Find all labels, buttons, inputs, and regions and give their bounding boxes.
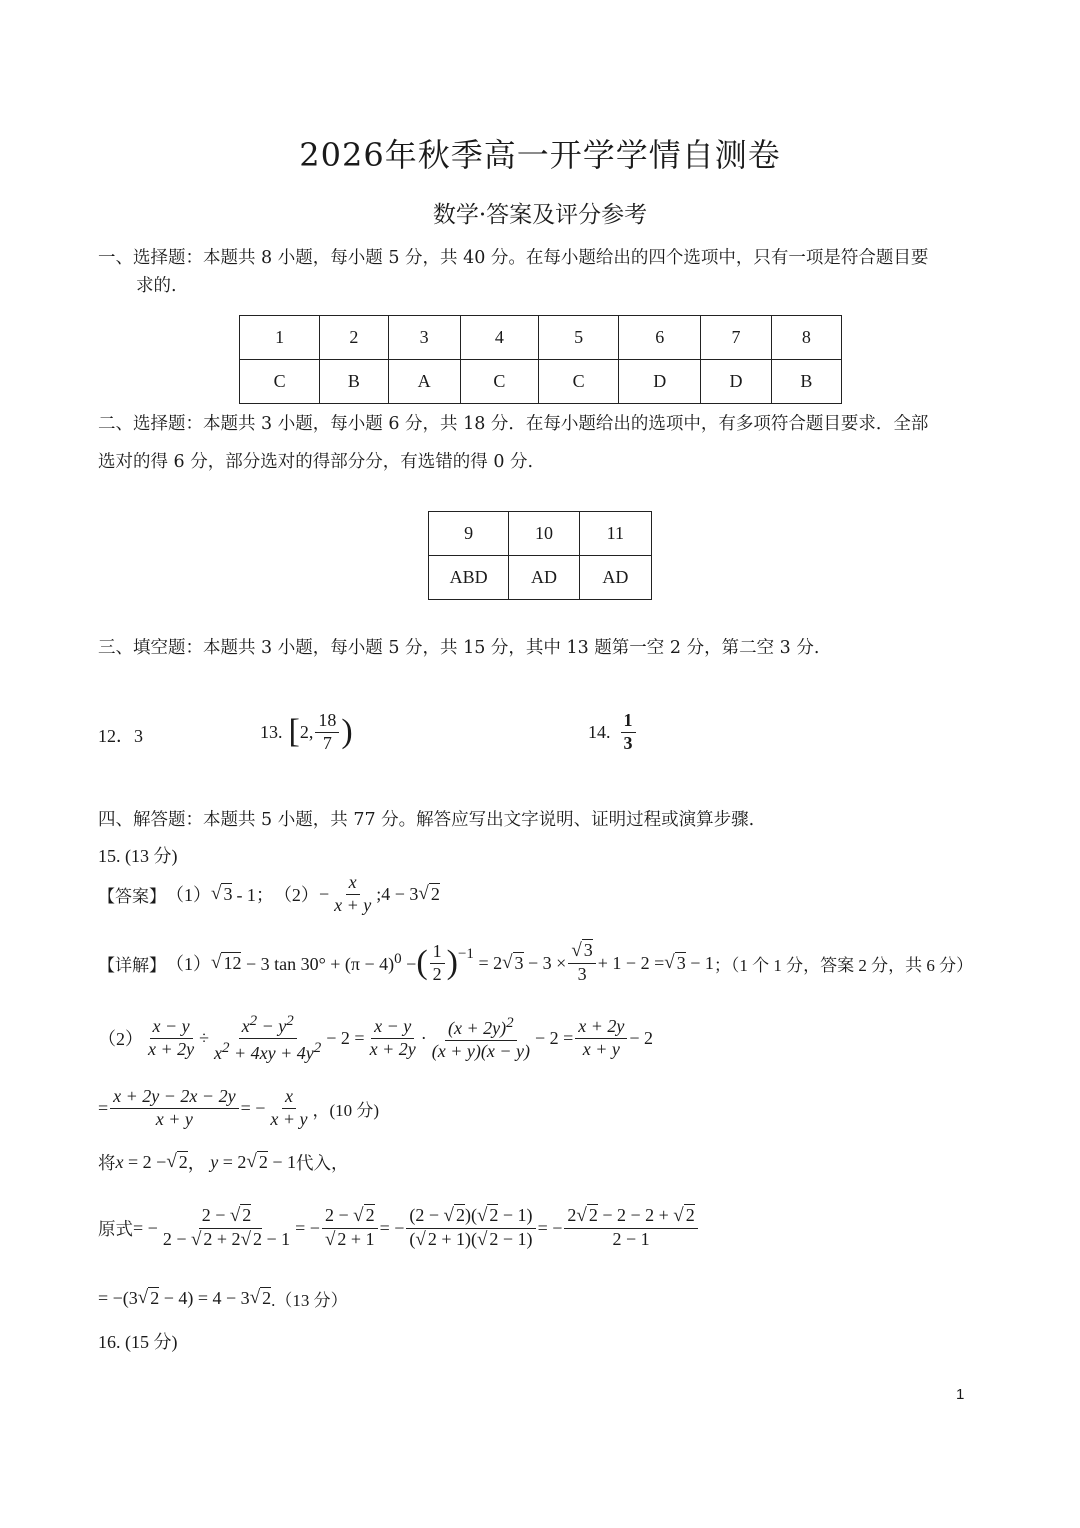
- q15-step2-label: （2）: [98, 1029, 143, 1049]
- q15-score10: ，(10 分): [312, 1100, 380, 1120]
- table-cell: 4: [460, 316, 538, 360]
- table-cell: C: [460, 360, 538, 404]
- q15-detail-label: 【详解】: [98, 955, 166, 975]
- q14-label: 14.: [588, 721, 611, 742]
- q15-detail-line1: 【详解】 （1） √ 12 − 3 $\tan 30^\circ + (\pi - 4)^0$ − ( $\frac{1}{2}$ ) $^{-1}$ = 2 √ 3 − 3 × $\frac{√ 3}{3}$ + 1 − 2 = √ 3 − 1 ；（1 个 1 分，答案 2 分，共 6 分）: [98, 940, 974, 985]
- sqrt-icon: √: [211, 883, 222, 904]
- q15-answer-radicand: 3: [223, 884, 233, 904]
- q15-answer-tail: 4 − 3: [381, 883, 419, 904]
- table-cell: 3: [388, 316, 460, 360]
- section4-instructions: 四、解答题：本题共 5 小题，共 77 分。解答应写出文字说明、证明过程或演算步骤.: [98, 810, 755, 830]
- q15-sub-text-b: ，: [187, 1153, 206, 1173]
- section2-answer-table: [428, 511, 652, 600]
- q15-final-line: = −(3 √ 2 − 4) = 4 − 3 √ 2 .（13 分）: [98, 1287, 348, 1310]
- section2-line2: 选对的得 6 分，部分选对的得部分分，有选错的得 0 分.: [98, 452, 534, 472]
- table-row: [429, 512, 652, 556]
- table-row: [240, 316, 842, 360]
- right-paren-icon: ): [341, 713, 353, 750]
- q14-numerator: 1: [621, 711, 636, 733]
- q13-lower-bound: 2,: [299, 721, 314, 742]
- table-cell: B: [771, 360, 841, 404]
- table-cell: C: [240, 360, 320, 404]
- q12-answer: 12．3: [98, 726, 143, 746]
- q14-denominator: 3: [623, 732, 633, 753]
- section1-instructions: [98, 244, 998, 300]
- section1-answer-table: [239, 315, 842, 404]
- q15-sub-text-a: 将: [98, 1152, 116, 1173]
- section3-instructions: 三、填空题：本题共 3 小题，每小题 5 分，共 15 分，其中 13 题第一空 2 分，第二空 3 分.: [98, 638, 820, 658]
- table-cell: 5: [538, 316, 618, 360]
- q15-substitution-line: 将 x = 2 − √ 2 ， y = 2 √ 2 − 1 代入，: [98, 1151, 349, 1173]
- table-row: [429, 556, 652, 600]
- sqrt-icon: √: [418, 883, 429, 904]
- table-cell: 11: [579, 512, 651, 556]
- q15-detail-part1-label: （1）: [166, 954, 211, 974]
- table-cell: A: [388, 360, 460, 404]
- q13-denominator: 7: [322, 732, 332, 753]
- q15-orig-label: 原式: [98, 1218, 133, 1239]
- table-cell: 10: [509, 512, 579, 556]
- table-cell: D: [619, 360, 701, 404]
- q15-answer-part1-tail: - 1；: [236, 885, 274, 905]
- q15-detail-line2: （2） $\frac{x - y}{x + 2y}$ ÷ $\frac{x^2 - y^2}{x^2 + 4xy + 4y^2}$ − 2 = $\frac{x - y}{x + 2y}$ · $\frac{(x + 2y)^2}{(x + y)(x - y)}$ − 2 = $\frac{x + 2y}{x + y}$ − 2: [98, 1012, 654, 1063]
- section1-line2: 求的.: [136, 276, 177, 296]
- table-cell: 9: [429, 512, 509, 556]
- q15-score13: .（13 分）: [271, 1290, 348, 1310]
- q15-sub-text-c: 代入，: [296, 1152, 349, 1173]
- table-cell: 8: [771, 316, 841, 360]
- q13-answer: [260, 704, 353, 760]
- table-cell: AD: [579, 556, 651, 600]
- table-cell: 2: [320, 316, 388, 360]
- table-cell: 6: [619, 316, 701, 360]
- section2-line1: 二、选择题：本题共 3 小题，每小题 6 分，共 18 分．在每小题给出的选项中，有多项符合题目要求．全部: [98, 414, 929, 434]
- q15-answer-part2-label: （2）: [273, 885, 319, 905]
- table-cell: C: [538, 360, 618, 404]
- q15-detail-score: ；（1 个 1 分，答案 2 分，共 6 分）: [713, 955, 974, 975]
- q16-header: 16. (15 分): [98, 1332, 178, 1352]
- section2-instructions: [98, 405, 998, 481]
- q13-fraction: [315, 711, 339, 754]
- section1-line1: 一、选择题：本题共 8 小题，每小题 5 分，共 40 分。在每小题给出的四个选项中，只有一项是符合题目要: [98, 248, 929, 268]
- q13-label: 13.: [260, 721, 283, 742]
- table-row: [240, 360, 842, 404]
- table-cell: 7: [701, 316, 771, 360]
- page-subtitle: 数学·答案及评分参考: [432, 202, 648, 228]
- page-number: 1: [956, 1386, 965, 1403]
- table-cell: B: [320, 360, 388, 404]
- table-cell: D: [701, 360, 771, 404]
- table-cell: 1: [240, 316, 320, 360]
- q15-original-expression: 原式 = − $\frac{2 - √ 2}{2 - √ 2 + 2√ 2 - 1}$ = − $\frac{2 - √ 2}{√ 2 + 1}$ = − $\frac{(2 - √ 2)(√ 2 - 1)}{(√ 2 + 1)(√ 2 - 1)}$ = − $\frac{2√ 2 - 2 - 2 + √ 2}{2 - 1}$: [98, 1196, 700, 1260]
- table-cell: AD: [509, 556, 579, 600]
- sqrt-icon: √: [211, 952, 222, 973]
- q15-detail-line3: = $\frac{x + 2y - 2x - 2y}{x + y}$ = − $\frac{x}{x + y}$ ，(10 分): [98, 1085, 380, 1129]
- page-title: 2026年秋季高一开学学情自测卷: [299, 136, 781, 174]
- q14-answer: [588, 704, 638, 760]
- q15-answer-part1-label: （1）: [166, 885, 211, 905]
- table-cell: ABD: [429, 556, 509, 600]
- q15-answer-fraction: $\frac{x}{x + y}$: [334, 871, 372, 915]
- q13-numerator: 18: [315, 711, 339, 733]
- q15-answer-line: 【答案】 （1） √ 3 - 1； （2） − $\frac{x}{x + y}$ ; 4 − 3 √ 2: [98, 871, 440, 915]
- q15-answer-label: 【答案】: [98, 886, 166, 906]
- q15-header: 15. (13 分): [98, 846, 178, 866]
- q14-fraction: [621, 711, 636, 754]
- left-bracket-icon: [: [288, 713, 300, 750]
